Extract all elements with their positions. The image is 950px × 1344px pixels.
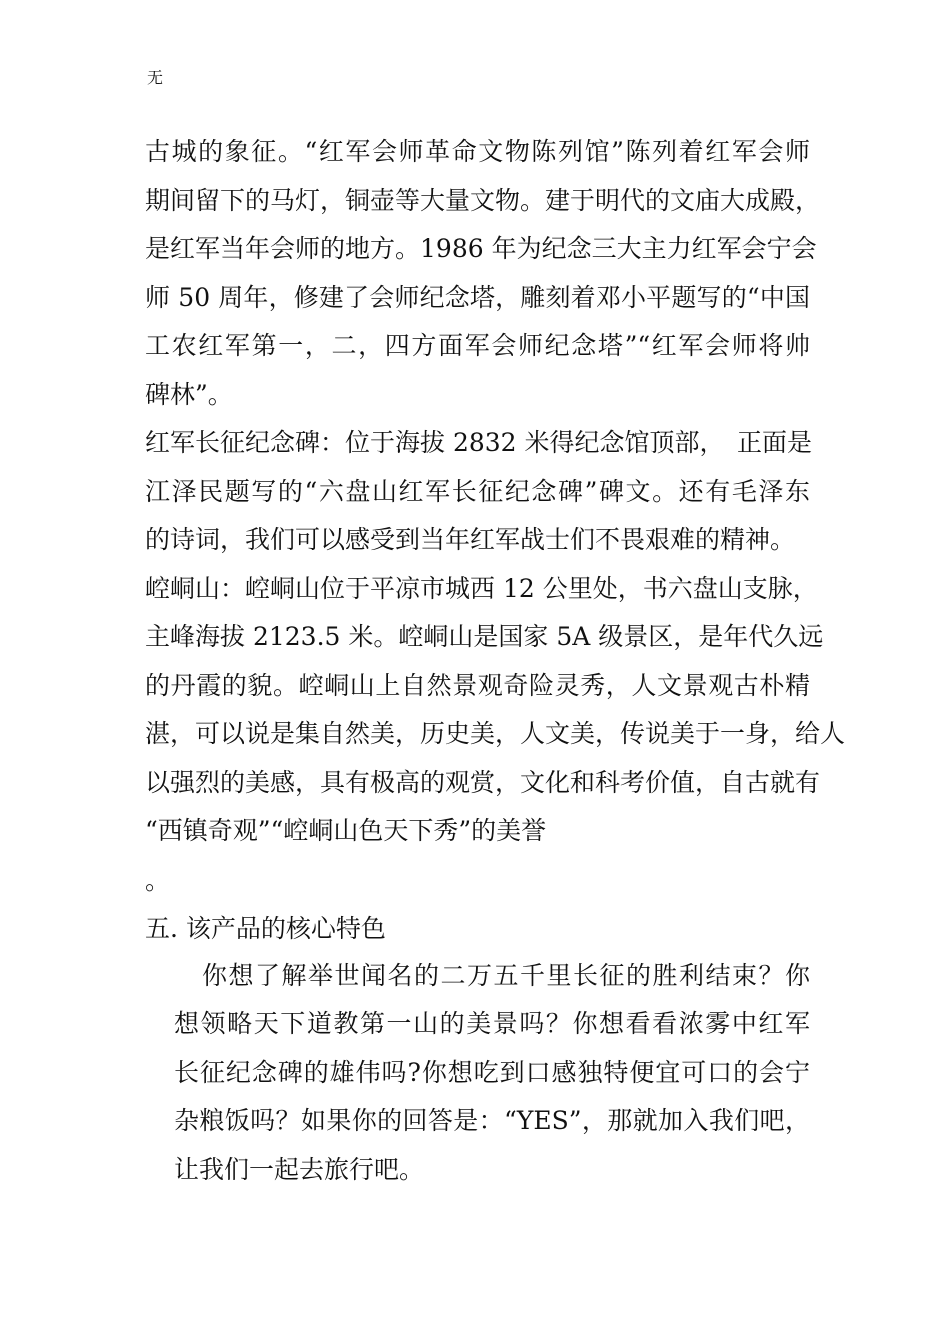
text-line: 师 50 周年，修建了会师纪念塔，雕刻着邓小平题写的“中国 [145,282,810,312]
text-line: 崆峒山：崆峒山位于平凉市城西 12 公里处，书六盘山支脉， [145,573,818,603]
text-line: 主峰海拔 2123.5 米。崆峒山是国家 5A 级景区，是年代久远 [145,622,824,651]
section-heading: 五. 该产品的核心特色 [145,913,386,943]
text-line: 长征纪念碑的雄伟吗?你想吃到口感独特便宜可口的会宁 [174,1057,810,1087]
text-line: 让我们一起去旅行吧。 [174,1154,425,1184]
text-line: 杂粮饭吗？如果你的回答是：“YES”，那就加入我们吧， [174,1106,810,1135]
paragraph-core-features [145,952,810,1195]
text-line: 的诗词，我们可以感受到当年红军战士们不畏艰难的精神。 [145,525,796,554]
text-line: 的丹霞的貌。崆峒山上自然景观奇险灵秀，人文景观古朴精 [145,670,810,700]
text-line: 。 [145,865,171,895]
paragraph-huining [145,128,821,419]
page-header: 无 [147,68,164,87]
text-line: “西镇奇观”“崆峒山色天下秀”的美誉 [145,816,547,845]
text-line: 是红军当年会师的地方。1986 年为纪念三大主力红军会宁会 [145,234,817,263]
text-line: 想领略天下道教第一山的美景吗？你想看看浓雾中红军 [174,1009,810,1038]
text-line: 工农红军第一，二，四方面军会师纪念塔”“红军会师将帅 [145,331,810,360]
text-line: 湛，可以说是集自然美，历史美，人文美，传说美于一身，给人 [145,719,846,748]
text-line: 碑林”。 [145,379,233,409]
text-line: 你想了解举世闻名的二万五千里长征的胜利结束？你 [202,960,810,990]
text-line: 江泽民题写的“六盘山红军长征纪念碑”碑文。还有毛泽东 [145,476,810,506]
paragraph-long-march-monument [145,419,813,565]
text-line: 红军长征纪念碑：位于海拔 2832 米得纪念馆顶部， 正面是 [145,428,813,457]
paragraph-kongtong-mountain [145,565,846,906]
document-body [145,128,846,1194]
text-line: 古城的象征。“红军会师革命文物陈列馆”陈列着红军会师 [145,137,810,166]
text-line: 以强烈的美感，具有极高的观赏，文化和科考价值，自古就有 [145,767,821,797]
text-line: 期间留下的马灯，铜壶等大量文物。建于明代的文庙大成殿， [145,185,821,215]
